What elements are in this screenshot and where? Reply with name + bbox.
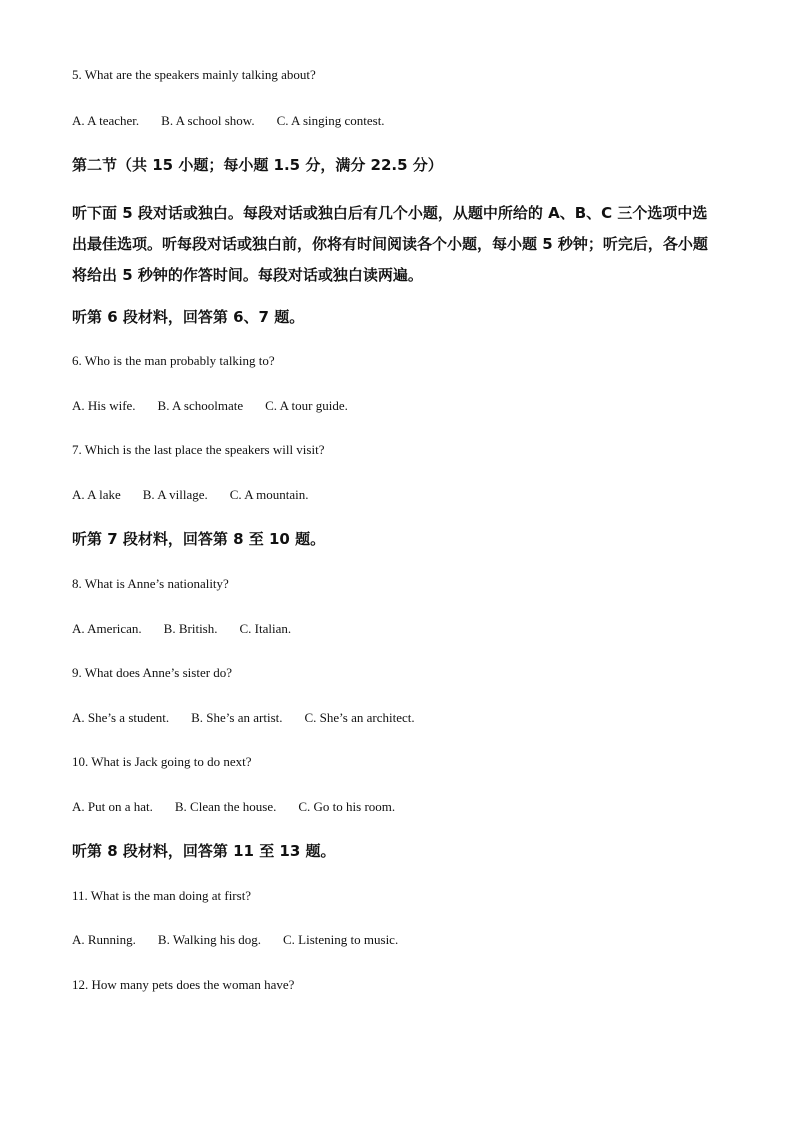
- option-c: C. Go to his room.: [298, 799, 396, 814]
- material-6-heading: 听第 6 段材料，回答第 6、7 题。: [72, 308, 305, 326]
- option-a: A. A lake: [72, 487, 121, 502]
- option-a: A. His wife.: [72, 398, 136, 413]
- option-c: C. A singing contest.: [276, 113, 385, 128]
- option-b: B. British.: [163, 621, 218, 636]
- question-6: 6. Who is the man probably talking to?: [72, 353, 275, 368]
- material-8-heading: 听第 8 段材料，回答第 11 至 13 题。: [72, 842, 336, 860]
- option-b: B. Walking his dog.: [157, 932, 262, 947]
- options-6: [72, 398, 348, 414]
- options-9: [72, 710, 415, 726]
- option-b: B. A school show.: [161, 113, 255, 128]
- option-b: B. A schoolmate: [157, 398, 244, 413]
- options-5: [72, 113, 385, 129]
- option-a: A. A teacher.: [72, 113, 140, 128]
- material-7-heading: 听第 7 段材料，回答第 8 至 10 题。: [72, 530, 326, 548]
- option-a: A. Put on a hat.: [72, 799, 153, 814]
- option-c: C. She’s an architect.: [304, 710, 415, 725]
- question-12: 12. How many pets does the woman have?: [72, 977, 295, 992]
- question-9: 9. What does Anne’s sister do?: [72, 665, 233, 680]
- option-a: A. Running.: [72, 932, 136, 947]
- options-10: [72, 799, 395, 815]
- option-c: C. A mountain.: [229, 487, 309, 502]
- question-7: 7. Which is the last place the speakers will visit?: [72, 442, 325, 457]
- option-c: C. A tour guide.: [265, 398, 348, 413]
- option-a: A. She’s a student.: [72, 710, 170, 725]
- option-b: B. She’s an artist.: [191, 710, 283, 725]
- option-c: C. Listening to music.: [283, 932, 399, 947]
- question-5: 5. What are the speakers mainly talking about?: [72, 67, 316, 82]
- instructions-paragraph: 听下面 5 段对话或独白。每段对话或独白后有几个小题，从题中所给的 A、B、C 三个选项中选出最佳选项。听每段对话或独白前，你将有时间阅读各个小题，每小题 5 秒钟；听完后，各小题将给出 5 秒钟的作答时间。每段对话或独白读两遍。: [72, 204, 708, 284]
- question-10: 10. What is Jack going to do next?: [72, 754, 252, 769]
- section-header: 第二节（共 15 小题；每小题 1.5 分，满分 22.5 分）: [72, 156, 443, 174]
- options-8: [72, 621, 291, 637]
- option-b: B. A village.: [142, 487, 208, 502]
- options-7: [72, 487, 308, 503]
- option-c: C. Italian.: [239, 621, 292, 636]
- question-8: 8. What is Anne’s nationality?: [72, 576, 229, 591]
- option-a: A. American.: [72, 621, 142, 636]
- options-11: [72, 932, 398, 948]
- option-b: B. Clean the house.: [174, 799, 277, 814]
- question-11: 11. What is the man doing at first?: [72, 888, 252, 903]
